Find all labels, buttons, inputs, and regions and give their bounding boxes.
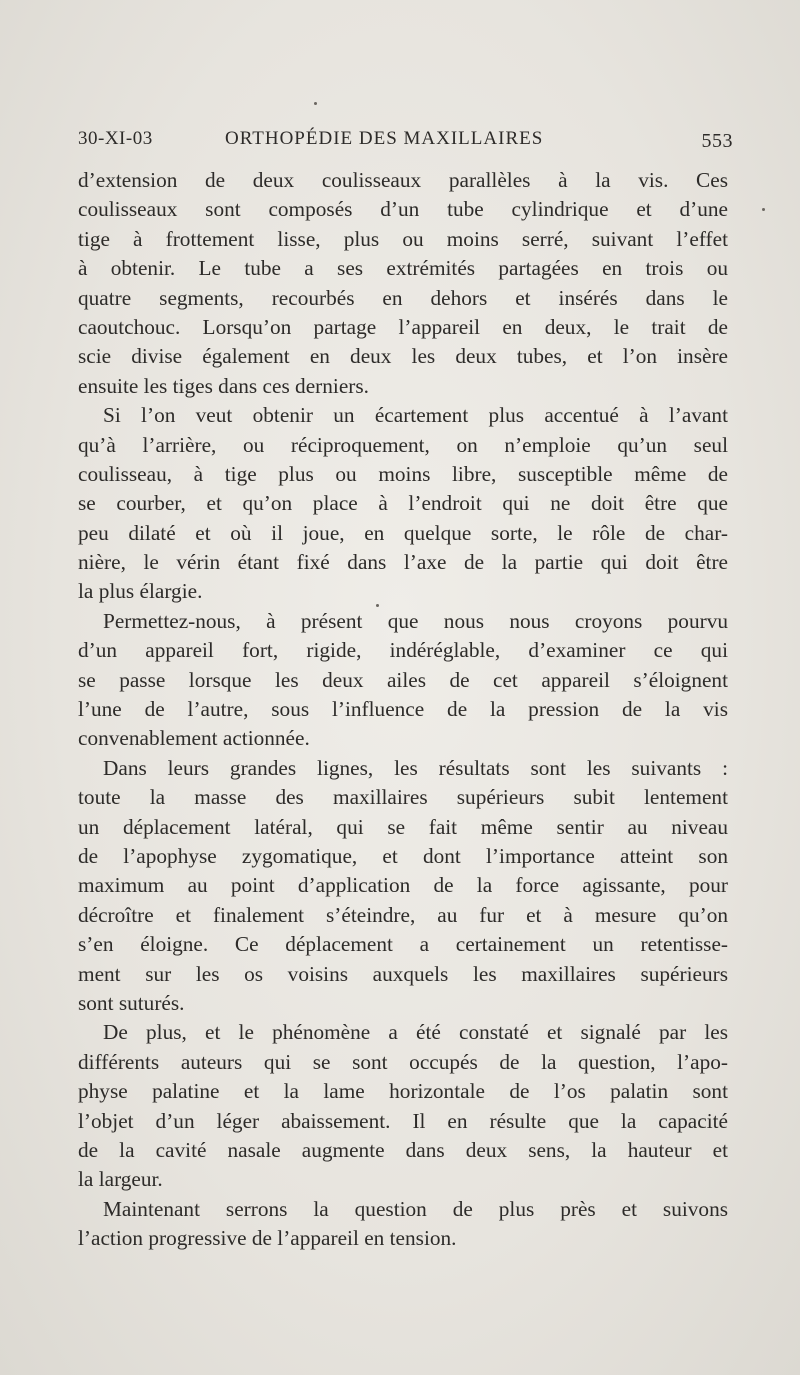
text-line: l’action progressive de l’appareil en tension. xyxy=(78,1226,457,1251)
text-line: toute la masse des maxillaires supérieurs subit lentement xyxy=(78,785,728,810)
text-line: se courber, et qu’on place à l’endroit qui ne doit être que xyxy=(78,491,728,516)
text-line: coulisseau, à tige plus ou moins libre, susceptible même de xyxy=(78,461,728,486)
text-line: physe palatine et la lame horizontale de l’os palatin sont xyxy=(78,1079,728,1104)
text-line: peu dilaté et où il joue, en quelque sorte, le rôle de char- xyxy=(78,520,728,545)
text-line: nière, le vérin étant fixé dans l’axe de la partie qui doit être xyxy=(78,550,728,575)
header-title: ORTHOPÉDIE DES MAXILLAIRES xyxy=(225,128,544,149)
text-line: l’une de l’autre, sous l’influence de la pression de la vis xyxy=(78,697,728,722)
text-line: coulisseaux sont composés d’un tube cylindrique et d’une xyxy=(78,197,728,222)
text-line: de la cavité nasale augmente dans deux sens, la hauteur et xyxy=(78,1137,728,1162)
text-line: sont suturés. xyxy=(78,990,185,1015)
text-line: convenablement actionnée. xyxy=(78,726,310,751)
body-text xyxy=(78,166,728,1253)
text-line: scie divise également en deux les deux tubes, et l’on insère xyxy=(78,344,728,369)
text-line: quatre segments, recourbés en dehors et insérés dans le xyxy=(78,285,728,310)
text-line: Permettez-nous, à présent que nous nous croyons pourvu xyxy=(103,608,728,633)
header-date: 30-XI-03 xyxy=(78,128,153,149)
text-line: la largeur. xyxy=(78,1167,163,1192)
text-line: ment sur les os voisins auxquels les maxillaires supérieurs xyxy=(78,961,728,986)
text-line: maximum au point d’application de la force agissante, pour xyxy=(78,873,728,898)
paper-speck xyxy=(762,208,765,211)
text-line: s’en éloigne. Ce déplacement a certainement un retentisse- xyxy=(78,932,728,957)
text-line: l’objet d’un léger abaissement. Il en résulte que la capacité xyxy=(78,1108,728,1133)
text-line: qu’à l’arrière, ou réciproquement, on n’emploie qu’un seul xyxy=(78,432,728,457)
text-line: différents auteurs qui se sont occupés de la question, l’apo- xyxy=(78,1049,728,1074)
text-line: ensuite les tiges dans ces derniers. xyxy=(78,373,369,398)
text-line: d’un appareil fort, rigide, indéréglable, d’examiner ce qui xyxy=(78,638,728,663)
text-line: caoutchouc. Lorsqu’on partage l’appareil en deux, le trait de xyxy=(78,314,728,339)
text-line: de l’apophyse zygomatique, et dont l’importance atteint son xyxy=(78,843,728,868)
text-line: décroître et finalement s’éteindre, au fur et à mesure qu’on xyxy=(78,902,728,927)
text-line: Maintenant serrons la question de plus près et suivons xyxy=(103,1196,728,1221)
text-line: De plus, et le phénomène a été constaté et signalé par les xyxy=(103,1020,728,1045)
text-line: d’extension de deux coulisseaux parallèles à la vis. Ces xyxy=(78,168,728,192)
paper-speck xyxy=(314,102,317,105)
text-line: Dans leurs grandes lignes, les résultats sont les suivants : xyxy=(103,755,728,780)
text-line: tige à frottement lisse, plus ou moins serré, suivant l’effet xyxy=(78,226,728,251)
text-line: la plus élargie. xyxy=(78,579,203,604)
running-header xyxy=(78,128,733,158)
page-number: 553 xyxy=(701,130,733,152)
text-line: se passe lorsque les deux ailes de cet appareil s’éloignent xyxy=(78,667,728,692)
paper-speck xyxy=(376,604,379,607)
text-line: un déplacement latéral, qui se fait même sentir au niveau xyxy=(78,814,728,839)
text-line: Si l’on veut obtenir un écartement plus accentué à l’avant xyxy=(103,403,728,428)
text-line: à obtenir. Le tube a ses extrémités partagées en trois ou xyxy=(78,256,728,281)
